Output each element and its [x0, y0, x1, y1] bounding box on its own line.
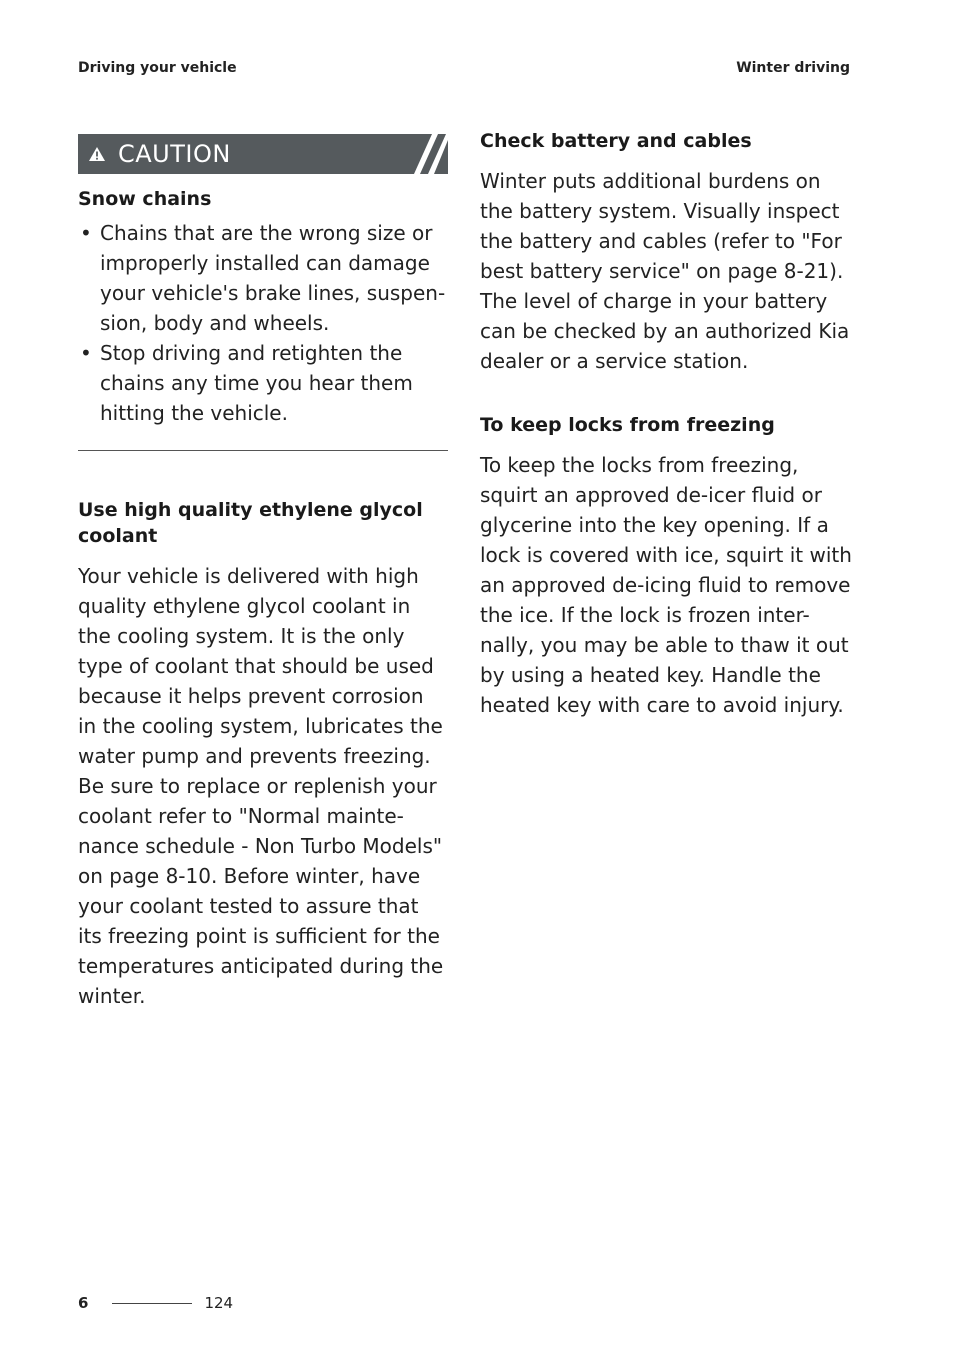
caution-label: CAUTION [118, 140, 231, 168]
locks-text: To keep the locks from freezing, squirt an approved de-icer fluid or glycerine into the key opening. If a lock is covered with ice, squirt it with an approved de-icing fluid to remove the ice. If the lock is frozen inter-nally, you may be able to thaw it out by using a heated key. Handle the heated key with care to avoid injury. [480, 453, 852, 717]
battery-heading: Check battery and cables [480, 130, 752, 152]
running-header-topic: Winter driving [736, 60, 850, 76]
caution-divider [78, 450, 448, 451]
page-number: 124 [204, 1294, 234, 1312]
caution-stripes-decoration [408, 134, 448, 174]
chapter-number: 6 [78, 1294, 89, 1312]
footer-divider [112, 1303, 192, 1304]
caution-heading: Snow chains [78, 188, 212, 210]
locks-heading: To keep locks from freezing [480, 414, 775, 436]
caution-bar [78, 134, 448, 174]
coolant-heading: Use high quality ethylene glycol coolant [78, 499, 423, 547]
bullet-icon: • [80, 341, 92, 365]
right-column [480, 128, 852, 720]
coolant-text: Your vehicle is delivered with high quality ethylene glycol coolant in the cooling system. It is the only type of coolant that should be used because it helps prevent corrosion in the cooling system, lubricates the water pump and prevents freezing. Be sure to replace or replenish your coolant refer to "Normal mainte-nance schedule - Non Turbo Models" on page 8-10. Before winter, have your coolant tested to assure that its freezing point is sufficient for the temperatures anticipated during the winter. [78, 564, 444, 1008]
caution-list [78, 218, 448, 428]
battery-section [480, 128, 852, 376]
page-footer [78, 1294, 233, 1312]
caution-item [78, 338, 448, 428]
bullet-icon: • [80, 221, 92, 245]
caution-item-text: Chains that are the wrong size or improperly installed can damage your vehicle's brake lines, suspen-sion, body and wheels. [100, 221, 446, 335]
locks-section [480, 412, 852, 720]
coolant-section [78, 497, 448, 1011]
warning-triangle-icon [86, 143, 108, 165]
caution-box [78, 134, 448, 451]
battery-text: Winter puts additional burdens on the battery system. Visually inspect the battery and cables (refer to "For best battery service" on page 8-21). The level of charge in your battery can be checked by an authorized Kia dealer or a service station. [480, 169, 850, 373]
left-column [78, 134, 448, 1011]
running-header-section: Driving your vehicle [78, 60, 237, 76]
caution-item [78, 218, 448, 338]
caution-item-text: Stop driving and retighten the chains any time you hear them hitting the vehicle. [100, 341, 413, 425]
